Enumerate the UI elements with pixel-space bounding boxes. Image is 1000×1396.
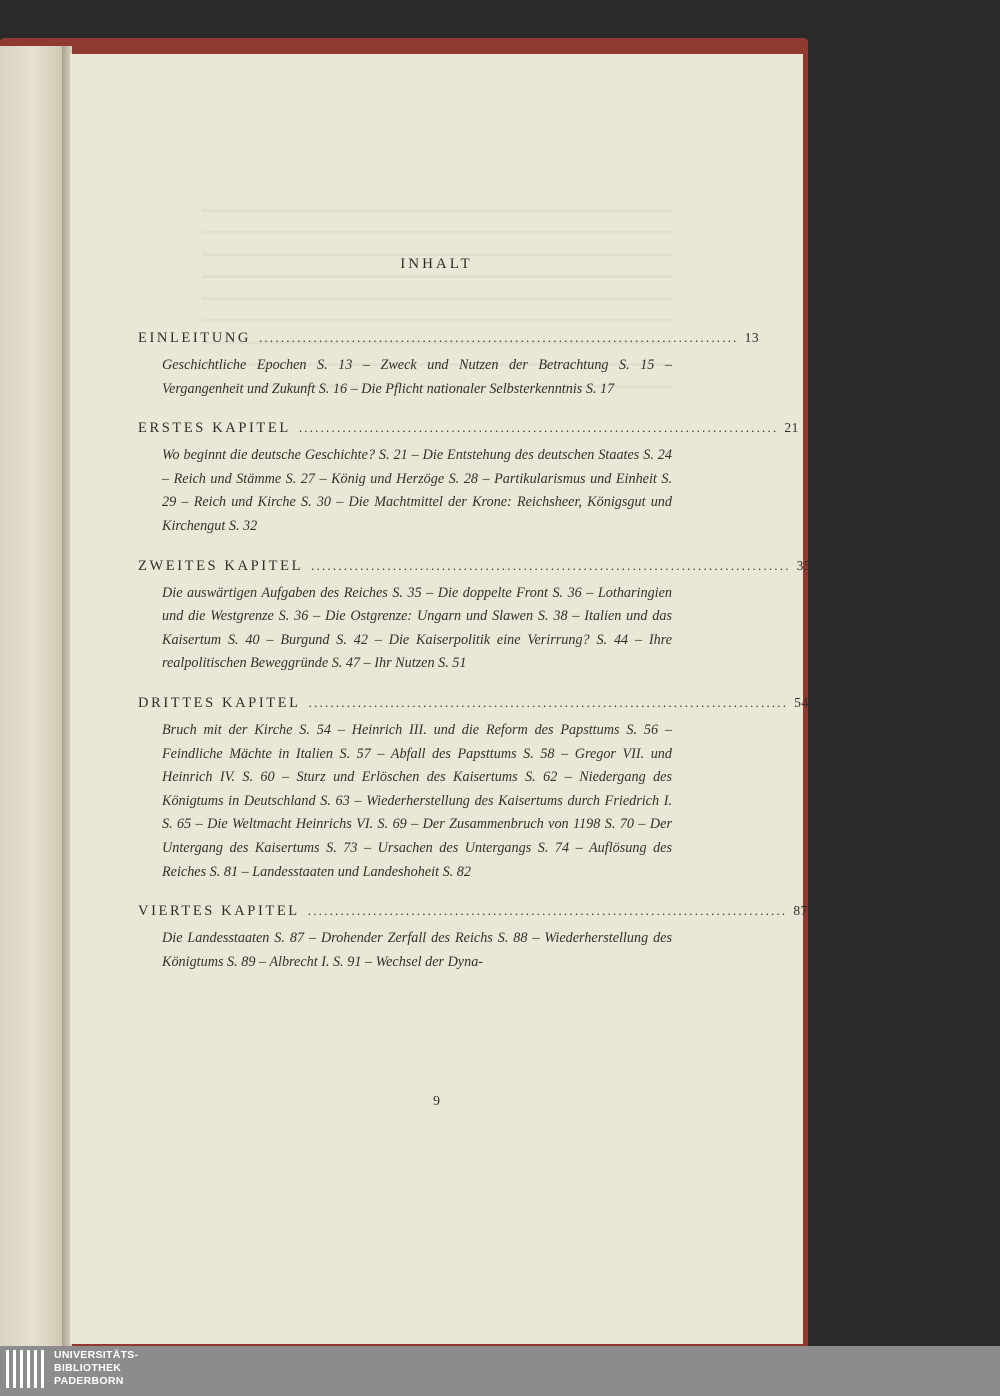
toc-entry-title: DRITTES KAPITEL — [138, 694, 301, 711]
toc-entry — [138, 330, 760, 401]
toc-entry-description: Die Landesstaaten S. 87 – Drohender Zerfall des Reichs S. 88 – Wiederherstellung des Königtums S. 89 – Albrecht I. S. 91 – Wechsel der Dyna- — [162, 930, 672, 970]
toc-entry-title: EINLEITUNG — [138, 330, 251, 346]
toc-entry-page: 54 — [794, 694, 809, 710]
logo-line: BIBLIOTHEK — [54, 1362, 122, 1374]
toc-entry-description: Bruch mit der Kirche S. 54 – Heinrich III. und die Reform des Papsttums S. 56 – Feindliche Mächte in Italien S. 57 – Abfall des Papsttums S. 58 – Gregor VII. und Heinrich IV. S. 60 – Sturz und Erlöschen des Kaisertums S. 62 – Niedergang des Königtums in Deutschland S. 63 – Wiederherstellung des Kaisertums durch Friedrich I. S. 65 – Die Weltmacht Heinrichs VI. S. 69 – Der Zusammenbruch von 1198 S. 70 – Der Untergang des Kaisertums S. 73 – Ursachen des Untergangs S. 74 – Auflösung des Reiches S. 81 – Landesstaaten und Landeshoheit S. 82 — [162, 721, 672, 880]
toc-entry-page: 21 — [784, 420, 799, 436]
toc-entry-header — [138, 420, 799, 444]
toc-entry — [138, 420, 799, 538]
toc-entry-title: ERSTES KAPITEL — [138, 420, 291, 437]
left-page — [0, 46, 62, 1346]
library-footer-bar — [0, 1346, 1000, 1396]
toc-leader-dots: ........................................................................................ — [307, 903, 788, 919]
library-logo-icon — [6, 1350, 50, 1392]
toc-entry — [138, 557, 812, 676]
toc-entry-header — [138, 694, 809, 719]
toc-entry — [138, 903, 808, 974]
book-page — [70, 54, 812, 1344]
library-logo-text — [54, 1349, 138, 1388]
toc-entry-description: Die auswärtigen Aufgaben des Reiches S. 35 – Die doppelte Front S. 36 – Lotharingien und die Westgrenze S. 36 – Die Ostgrenze: Ungarn und Slawen S. 38 – Italien und das Kaisertum S. 40 – Burgund S. 42 – Die Kaiserpolitik eine Verirrung? S. 44 – Ihre realpolitischen Beweggründe S. 47 – Ihr Nutzen S. 51 — [162, 584, 672, 672]
toc-entry-page: 13 — [744, 330, 760, 345]
logo-line: PADERBORN — [54, 1375, 124, 1387]
table-of-contents — [138, 330, 812, 993]
toc-entry-description: Wo beginnt die deutsche Geschichte? S. 21 – Die Entstehung des deutschen Staates S. 24 – Reich und Stämme S. 27 – König und Herzöge S. 28 – Partikularismus und Einheit S. 29 – Reich und Kirche S. 30 – Die Machtmittel der Krone: Reichsheer, Königsgut und Kirchengut S. 32 — [162, 447, 672, 534]
toc-leader-dots: ........................................................................................ — [298, 420, 779, 436]
toc-entry-page: 87 — [793, 903, 808, 919]
toc-entry-header — [138, 330, 760, 354]
toc-entry-page: 35 — [796, 557, 812, 573]
toc-entry-title: VIERTES KAPITEL — [138, 903, 300, 920]
toc-entry-header — [138, 557, 812, 582]
toc-entry-title: ZWEITES KAPITEL — [138, 557, 304, 574]
toc-leader-dots: ........................................................................................ — [311, 557, 791, 573]
toc-leader-dots: ........................................................................................ — [308, 694, 789, 710]
logo-line: UNIVERSITÄTS- — [54, 1349, 139, 1361]
page-title: INHALT — [400, 256, 473, 272]
toc-entry-header — [138, 903, 808, 927]
page-number: 9 — [433, 1094, 440, 1109]
toc-leader-dots: ........................................................................................ — [258, 330, 739, 345]
toc-entry — [138, 694, 809, 884]
toc-entry-description: Geschichtliche Epochen S. 13 – Zweck und Nutzen der Betrachtung S. 15 – Vergangenheit und Zukunft S. 16 – Die Pflicht nationaler Selbsterkenntnis S. 17 — [162, 357, 672, 397]
